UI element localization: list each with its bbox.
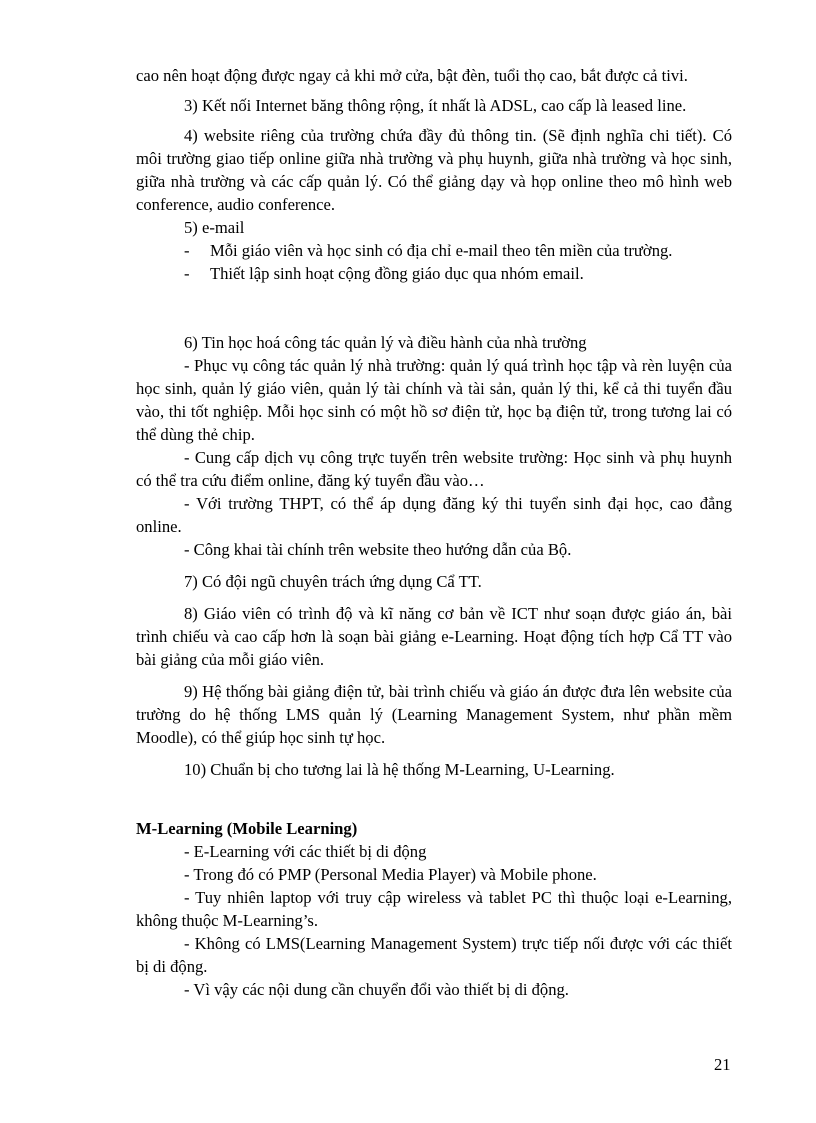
- item-6-management: 6) Tin học hoá công tác quản lý và điều hành của nhà trường: [184, 333, 587, 352]
- item-9-lms: 9) Hệ thống bài giảng điện tử, bài trình chiếu và giáo án được đưa lên website của trường do hệ thống LMS quản lý (Learning Management System, như phần mềm Moodle), có thể giúp học sinh tự học.: [136, 682, 732, 747]
- item-7-staff: 7) Có đội ngũ chuyên trách ứng dụng Cẩ TT.: [184, 572, 482, 591]
- item-4-website: 4) website riêng của trường chứa đầy đủ thông tin. (Sẽ định nghĩa chi tiết). Có môi trường giao tiếp online giữa nhà trường và phụ huynh, giữa nhà trường và học sinh, giữa nhà trường và các cấp quản lý. Có thể giảng dạy và họp online theo mô hình web conference, audio conference.: [136, 126, 732, 214]
- item-6-sub-2: - Cung cấp dịch vụ công trực tuyến trên website trường: Học sinh và phụ huynh có thể tra cứu điểm online, đăng ký tuyển đầu vào…: [136, 448, 732, 490]
- item-6-sub-3: - Với trường THPT, có thể áp dụng đăng ký thi tuyển sinh đại học, cao đẳng online.: [136, 494, 732, 536]
- mlearning-item-2: - Trong đó có PMP (Personal Media Player) và Mobile phone.: [184, 865, 597, 884]
- paragraph-continuation: cao nên hoạt động được ngay cả khi mở cửa, bật đèn, tuổi thọ cao, bắt được cả tivi.: [136, 66, 688, 85]
- email-bullet-text: Mỗi giáo viên và học sinh có địa chỉ e-mail theo tên miền của trường.: [210, 241, 673, 260]
- item-5-email: 5) e-mail: [184, 218, 245, 237]
- item-10-future: 10) Chuẩn bị cho tương lai là hệ thống M-Learning, U-Learning.: [184, 760, 615, 779]
- section-heading: M-Learning (Mobile Learning): [136, 819, 358, 838]
- item-8-teachers: 8) Giáo viên có trình độ và kĩ năng cơ bản về ICT như soạn được giáo án, bài trình chiếu và cao cấp hơn là soạn bài giảng e-Learning. Hoạt động tích hợp Cẩ TT vào bài giảng của mỗi giáo viên.: [136, 604, 732, 669]
- mlearning-item-1: - E-Learning với các thiết bị di động: [184, 842, 427, 861]
- email-bullet-1: [136, 239, 732, 262]
- item-6-sub-1: - Phục vụ công tác quản lý nhà trường: quản lý quá trình học tập và rèn luyện của học sinh, quản lý giáo viên, quản lý tài chính và tài sản, quản lý thi, kể cả thi tuyển đầu vào, thi tốt nghiệp. Mỗi học sinh có một hồ sơ điện tử, học bạ điện tử, trong tương lai có thể dùng thẻ chip.: [136, 356, 732, 444]
- document-page: [136, 64, 732, 1001]
- dash-marker: -: [184, 241, 190, 260]
- email-bullet-2: [136, 262, 732, 285]
- mlearning-item-5: - Vì vậy các nội dung cần chuyển đổi vào thiết bị di động.: [184, 980, 569, 999]
- mlearning-item-4: - Không có LMS(Learning Management System) trực tiếp nối được với các thiết bị di động.: [136, 934, 732, 976]
- mlearning-item-3: - Tuy nhiên laptop với truy cập wireless và tablet PC thì thuộc loại e-Learning, không thuộc M-Learning’s.: [136, 888, 732, 930]
- dash-marker: -: [184, 264, 190, 283]
- page-number: 21: [714, 1055, 731, 1074]
- item-3-internet: 3) Kết nối Internet băng thông rộng, ít nhất là ADSL, cao cấp là leased line.: [184, 96, 687, 115]
- item-6-sub-4: - Công khai tài chính trên website theo hướng dẫn của Bộ.: [184, 540, 572, 559]
- email-bullet-text: Thiết lập sinh hoạt cộng đồng giáo dục qua nhóm email.: [210, 264, 584, 283]
